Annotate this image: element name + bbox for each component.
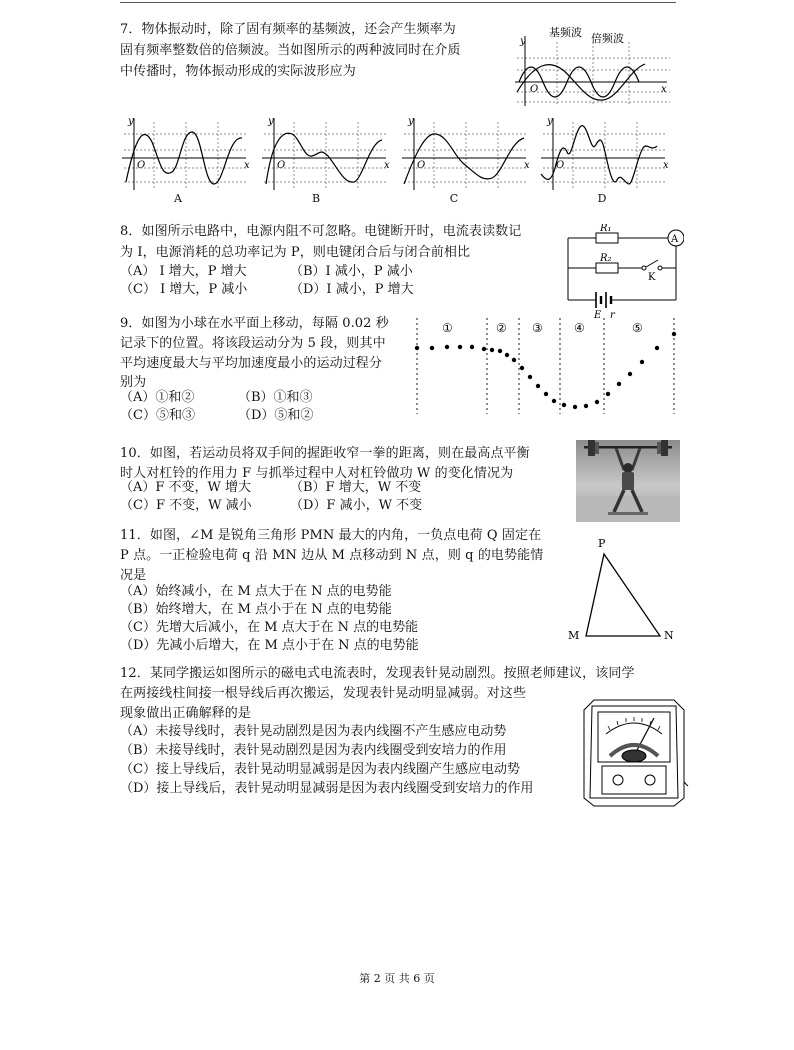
q10-weightlifter-photo	[576, 440, 680, 522]
q7-c-y-label: y	[408, 116, 414, 127]
q12-line-1: 12．某同学搬运如图所示的磁电式电流表时，发现表针晃动剧烈。按照老师建议，该同学	[120, 666, 635, 681]
q10-line-1: 10．如图，若运动员将双手间的握距收窄一拳的距离，则在最高点平衡	[120, 446, 530, 461]
q9-line-1: 9．如图为小球在水平面上移动，每隔 0.02 秒	[120, 316, 389, 331]
q7-reference-wave-figure	[505, 22, 675, 108]
q11-option-d: （D）先减小后增大，在 M 点小于在 N 点的电势能	[120, 638, 419, 653]
q7-line-2: 固有频率整数倍的倍频波。当如图所示的两种波同时在介质	[120, 43, 461, 58]
q10-line-2: 时人对杠铃的作用力 F 与抓举过程中人对杠铃做功 W 的变化情况为	[120, 466, 514, 481]
q9-segment-2: ②	[496, 321, 507, 335]
q11-option-c: （C）先增大后减小，在 M 点大于在 N 点的电势能	[120, 620, 419, 635]
q11-line-2: P 点。一正检验电荷 q 沿 MN 边从 M 点移动到 N 点，则 q 的电势能情	[120, 548, 544, 563]
q7-d-y-label: y	[547, 116, 553, 127]
q11-triangle-figure	[566, 534, 684, 644]
q8-emf-label: E	[594, 310, 602, 320]
q7-label-y: y	[520, 36, 526, 47]
q7-a-x-label: x	[244, 160, 250, 171]
q9-segment-5: ⑤	[632, 321, 643, 335]
q7-choice-a-label: A	[174, 192, 182, 205]
q11-vertex-n: N	[664, 629, 674, 642]
q7-b-origin-label: O	[277, 160, 286, 171]
q8-circuit-diagram	[560, 224, 684, 320]
q7-choice-b-label: B	[311, 192, 321, 205]
q11-line-3: 况是	[120, 568, 147, 583]
q7-c-x-label: x	[524, 160, 530, 171]
q12-option-b: （B）未接导线时，表针晃动剧烈是因为表内线圈受到安培力的作用	[120, 743, 507, 758]
q12-line-2: 在两接线柱间接一根导线后再次搬运，发现表针晃动明显减弱。对这些	[120, 686, 527, 701]
q9-option-a: （A）①和②	[120, 390, 195, 405]
q7-label-harmonic: 倍频波	[591, 32, 624, 45]
q7-label-origin: O	[530, 84, 539, 95]
q12-line-3: 现象做出正确解释的是	[120, 706, 252, 721]
q12-galvanometer-illustration	[580, 694, 690, 808]
q8-r1-label: R₁	[600, 224, 612, 234]
q8-option-a: （A） I 增大，P 增大	[120, 264, 247, 279]
q8-option-b: （B）I 减小，P 减小	[290, 264, 413, 279]
q9-option-d: （D）⑤和②	[238, 408, 314, 423]
q7-label-x: x	[661, 84, 667, 95]
q10-option-c: （C）F 不变，W 减小	[120, 498, 252, 513]
q9-line-2: 记录下的位置。将该段运动分为 5 段，则其中	[120, 336, 386, 351]
q7-line-1: 7．物体振动时，除了固有频率的基频波，还会产生频率为	[120, 22, 456, 37]
q8-ammeter-label: A	[671, 234, 679, 245]
q9-line-3: 平均速度最大与平均加速度最小的运动过程分	[120, 356, 383, 371]
q11-option-b: （B）始终增大，在 M 点小于在 N 点的电势能	[120, 602, 392, 617]
q11-line-1: 11．如图，∠M 是锐角三角形 PMN 最大的内角，一负点电荷 Q 固定在	[120, 528, 542, 543]
q8-switch-label: K	[648, 272, 656, 283]
q9-segment-4: ④	[574, 321, 585, 335]
q9-motion-diagram	[408, 314, 680, 418]
q9-option-b: （B）①和③	[238, 390, 313, 405]
q7-choice-d-graph	[537, 112, 672, 192]
q7-d-origin-label: O	[556, 160, 565, 171]
top-rule	[120, 2, 676, 3]
q8-r2-label: R₂	[600, 253, 612, 264]
q11-vertex-m: M	[568, 629, 580, 642]
q7-label-fundamental: 基频波	[549, 26, 582, 39]
q9-segment-1: ①	[442, 321, 453, 335]
q8-option-c: （C） I 增大，P 减小	[120, 282, 248, 297]
q7-d-x-label: x	[663, 160, 669, 171]
q7-a-y-label: y	[128, 116, 134, 127]
q7-choice-d-label: D	[597, 192, 607, 205]
q8-option-d: （D）I 减小，P 增大	[290, 282, 414, 297]
q12-option-c: （C）接上导线后，表针晃动明显减弱是因为表内线圈产生感应电动势	[120, 762, 520, 777]
q10-option-a: （A）F 不变，W 增大	[120, 480, 252, 495]
q7-choice-c-graph	[398, 112, 533, 192]
q11-vertex-p: P	[598, 537, 606, 550]
q7-b-x-label: x	[384, 160, 390, 171]
q7-choice-c-label: C	[449, 192, 459, 205]
q8-line-2: 为 I，电源消耗的总功率记为 P，则电键闭合后与闭合前相比	[120, 245, 471, 260]
q9-line-4: 别为	[120, 375, 147, 390]
q7-c-origin-label: O	[417, 160, 426, 171]
q9-option-c: （C）⑤和③	[120, 408, 195, 423]
page-footer: 第 2 页 共 6 页	[359, 972, 435, 985]
q7-line-3: 中传播时，物体振动形成的实际波形应为	[120, 64, 356, 79]
q7-choice-b-graph	[258, 112, 393, 192]
q10-option-d: （D）F 减小，W 不变	[290, 498, 423, 513]
q9-segment-3: ③	[532, 321, 543, 335]
q7-choice-a-graph	[118, 112, 253, 192]
q8-line-1: 8．如图所示电路中，电源内阻不可忽略。电键断开时，电流表读数记	[120, 224, 522, 239]
q7-a-origin-label: O	[137, 160, 146, 171]
q10-option-b: （B）F 增大，W 不变	[290, 480, 422, 495]
q8-internal-r-label: r	[610, 310, 615, 320]
q7-b-y-label: y	[268, 116, 274, 127]
q11-option-a: （A）始终减小，在 M 点大于在 N 点的电势能	[120, 584, 392, 599]
q12-option-d: （D）接上导线后，表针晃动明显减弱是因为表内线圈受到安培力的作用	[120, 781, 534, 796]
q12-option-a: （A）未接导线时，表针晃动剧烈是因为表内线圈不产生感应电动势	[120, 724, 507, 739]
